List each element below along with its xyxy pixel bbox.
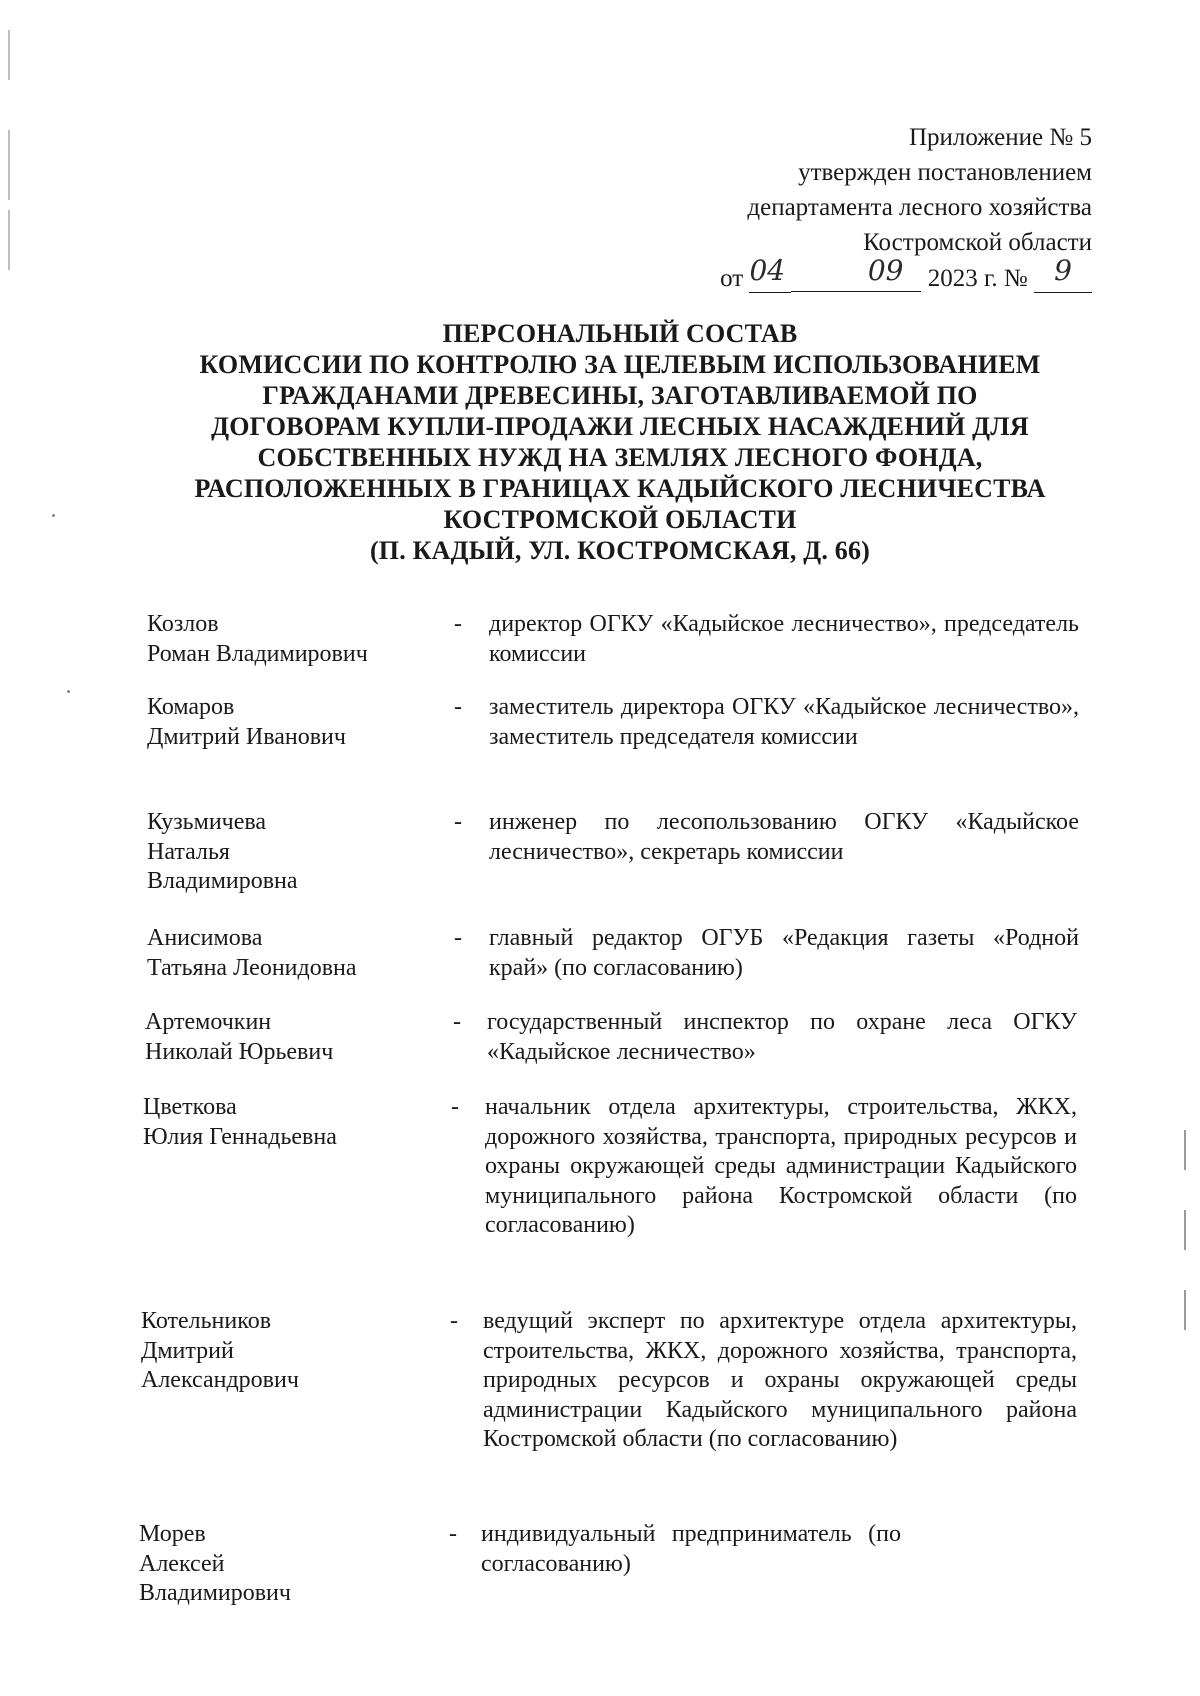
date-day-handwritten: 04 [749, 254, 786, 287]
member-dash: - [450, 1308, 458, 1334]
member-dash: - [454, 694, 462, 720]
member-patronymic: Александрович [141, 1367, 299, 1393]
scan-speck [52, 514, 55, 517]
date-month-handwritten: 09 [867, 254, 904, 287]
member-dash: - [451, 1094, 459, 1120]
title-line: КОСТРОМСКОЙ ОБЛАСТИ [443, 505, 797, 534]
date-day-field [749, 254, 791, 293]
title-line: РАСПОЛОЖЕННЫХ В ГРАНИЦАХ КАДЫЙСКОГО ЛЕСНИЧЕСТВА [194, 474, 1046, 503]
date-line [720, 254, 1092, 296]
member-given-name: Дмитрий [141, 1337, 234, 1364]
title-line: (П. КАДЫЙ, УЛ. КОСТРОМСКАЯ, Д. 66) [369, 536, 871, 565]
scan-edge-mark [1184, 1210, 1186, 1250]
date-year: 2023 г. № [927, 265, 1028, 292]
member-role: ведущий эксперт по архитектуре отдела архитектуры, строительства, ЖКХ, дорожного хозяйства, транспорта, природных ресурсов и охраны окружающей среды администрации Кадыйского муниципального района Костромской области (по согласованию) [483, 1308, 1077, 1452]
title-line: ПЕРСОНАЛЬНЫЙ СОСТАВ [442, 319, 798, 348]
member-given-name: Николай Юрьевич [145, 1038, 334, 1065]
region-line: Костромской области [863, 229, 1092, 256]
appendix-number: Приложение № 5 [908, 124, 1092, 151]
member-dash: - [454, 925, 462, 951]
approved-by-line: утвержден постановлением [798, 159, 1092, 186]
member-dash: - [453, 1009, 461, 1035]
member-surname: Цветкова [143, 1094, 237, 1120]
member-role: инженер по лесопользованию ОГКУ «Кадыйское лесничество», секретарь комиссии [489, 809, 1079, 865]
date-month-field [791, 254, 921, 292]
member-name [141, 1307, 441, 1396]
member-dash: - [449, 1521, 457, 1547]
member-dash: - [454, 611, 462, 637]
member-surname: Комаров [147, 694, 235, 720]
scan-edge-mark [8, 210, 10, 270]
member-given-name: Алексей [139, 1550, 225, 1577]
member-given-name: Татьяна Леонидовна [147, 954, 357, 981]
title-line: СОБСТВЕННЫХ НУЖД НА ЗЕМЛЯХ ЛЕСНОГО ФОНДА, [257, 443, 983, 472]
document-title [140, 318, 1100, 566]
member-name [147, 693, 447, 752]
member-name [139, 1520, 439, 1609]
member-surname: Артемочкин [145, 1009, 272, 1035]
member-role: государственный инспектор по охране леса ОГКУ «Кадыйское лесничество» [487, 1009, 1077, 1065]
member-role: начальник отдела архитектуры, строительства, ЖКХ, дорожного хозяйства, транспорта, природных ресурсов и охраны окружающей среды администрации Кадыйского муниципального района Костромской области (по согласованию) [485, 1094, 1077, 1238]
member-surname: Котельников [141, 1308, 272, 1334]
member-patronymic: Владимирович [139, 1580, 291, 1606]
doc-number-field [1034, 254, 1092, 293]
member-given-name: Наталья [147, 838, 230, 865]
member-surname: Козлов [147, 611, 219, 637]
member-role: заместитель директора ОГКУ «Кадыйское лесничество», заместитель председателя комиссии [489, 694, 1079, 750]
department-line: департамента лесного хозяйства [747, 194, 1092, 221]
scan-speck [67, 690, 70, 693]
member-role: главный редактор ОГУБ «Редакция газеты «Родной край» (по согласованию) [489, 925, 1079, 981]
member-name [147, 610, 447, 669]
title-line: КОМИССИИ ПО КОНТРОЛЮ ЗА ЦЕЛЕВЫМ ИСПОЛЬЗОВАНИЕМ [199, 350, 1041, 379]
member-surname: Кузьмичева [147, 809, 267, 835]
member-name [147, 808, 447, 897]
member-surname: Анисимова [147, 925, 263, 951]
approval-block [720, 120, 1092, 296]
title-line: ДОГОВОРАМ КУПЛИ-ПРОДАЖИ ЛЕСНЫХ НАСАЖДЕНИЙ ДЛЯ [211, 412, 1029, 441]
member-patronymic: Владимировна [147, 868, 298, 894]
member-role: директор ОГКУ «Кадыйское лесничество», председатель комиссии [489, 611, 1079, 667]
member-name [145, 1008, 445, 1067]
scan-edge-mark [1184, 1130, 1186, 1170]
member-name [147, 924, 447, 983]
member-dash: - [454, 809, 462, 835]
scan-edge-mark [8, 30, 10, 80]
member-given-name: Дмитрий Иванович [147, 723, 346, 750]
member-surname: Морев [139, 1521, 206, 1547]
member-given-name: Юлия Геннадьевна [143, 1123, 337, 1150]
title-line: ГРАЖДАНАМИ ДРЕВЕСИНЫ, ЗАГОТАВЛИВАЕМОЙ ПО [262, 381, 978, 410]
member-role: индивидуальный предприниматель (по согласованию) [481, 1521, 901, 1577]
date-prefix: от [720, 265, 744, 292]
doc-number-handwritten: 9 [1054, 254, 1072, 287]
member-given-name: Роман Владимирович [147, 640, 368, 667]
member-name [143, 1093, 443, 1152]
scan-edge-mark [1184, 1290, 1186, 1330]
scan-edge-mark [8, 130, 10, 200]
